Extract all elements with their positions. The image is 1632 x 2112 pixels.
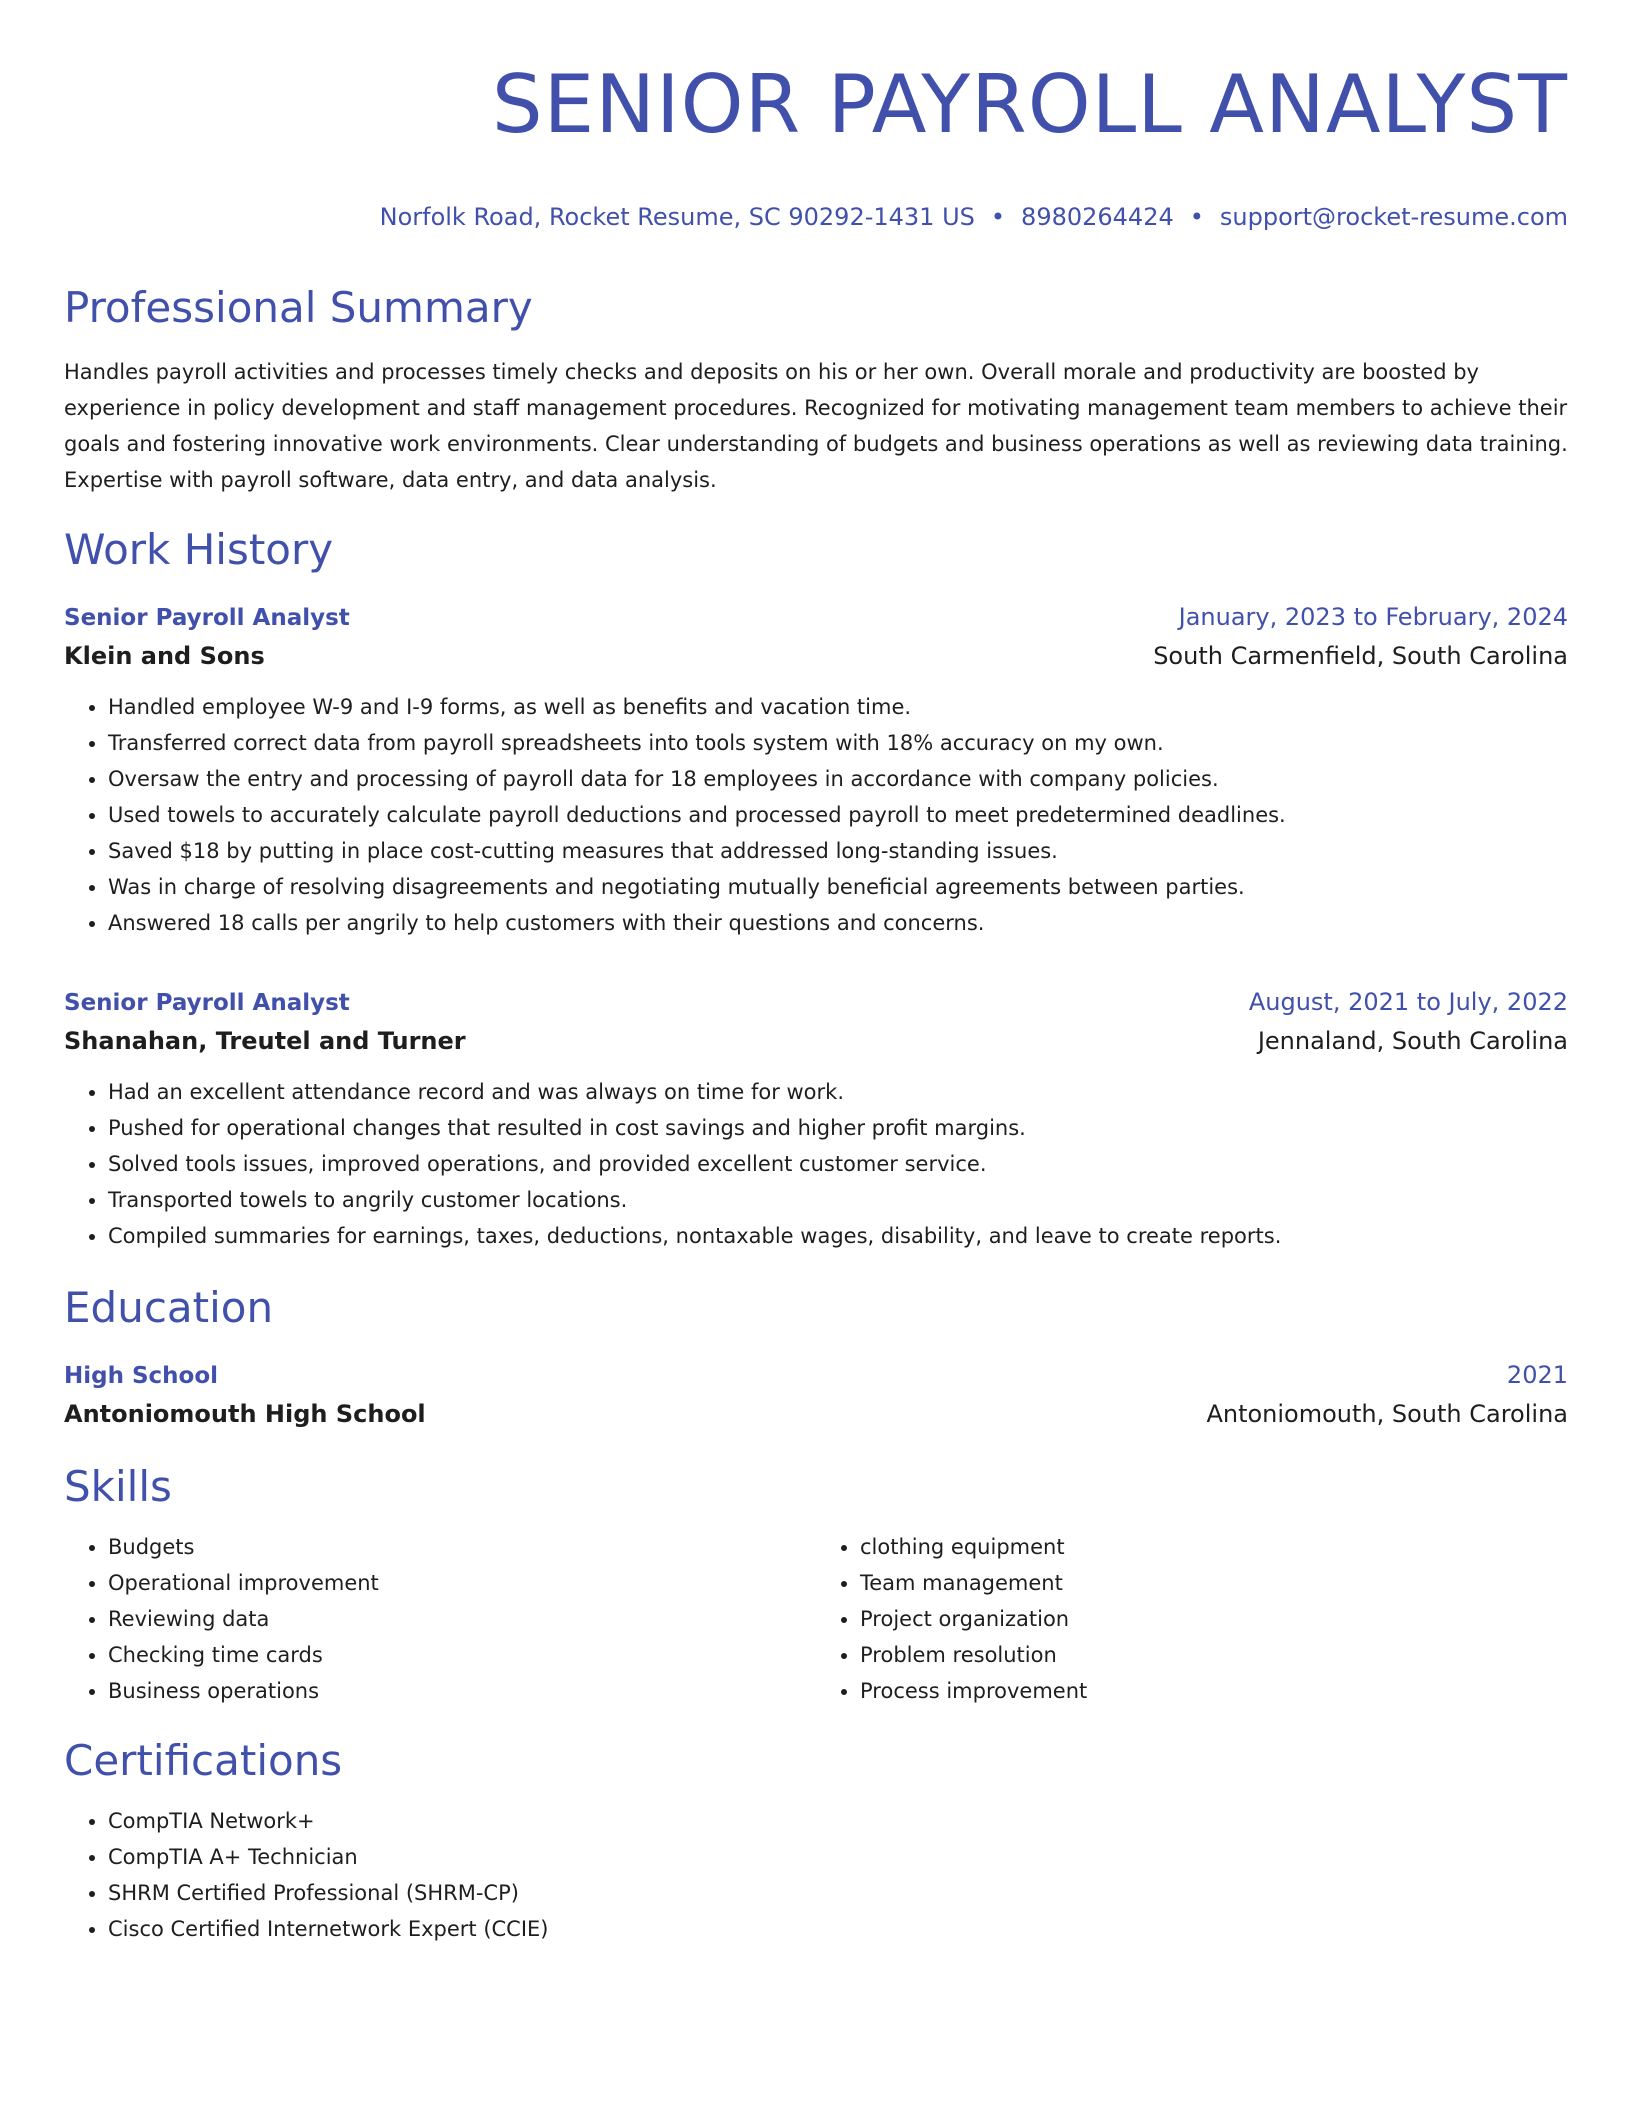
job-role: Senior Payroll Analyst (64, 605, 350, 631)
skill-item: • clothing equipment (860, 1529, 1568, 1565)
certifications-list (64, 1803, 1568, 1947)
job-company: Shanahan, Treutel and Turner (64, 1027, 466, 1055)
job-bullet: • Transferred correct data from payroll spreadsheets into tools system with 18% accuracy on my own. (108, 725, 1568, 761)
resume-title: SENIOR PAYROLL ANALYST (491, 58, 1568, 151)
job-bullets (64, 1074, 1568, 1254)
skill-item: • Operational improvement (108, 1565, 816, 1601)
job-location: South Carmenfield, South Carolina (1153, 642, 1568, 670)
certification-item: • CompTIA A+ Technician (108, 1839, 1568, 1875)
education-heading: Education (64, 1283, 274, 1332)
contact-line (64, 200, 1568, 234)
job-entry (64, 983, 1568, 1254)
job-role: Senior Payroll Analyst (64, 990, 350, 1016)
education-year: 2021 (1506, 1361, 1568, 1389)
job-dates: January, 2023 to February, 2024 (1178, 603, 1568, 631)
education-section (64, 1280, 1568, 1433)
skills-list-left (64, 1529, 816, 1709)
certifications-heading: Certifications (64, 1736, 343, 1785)
skill-item: • Checking time cards (108, 1637, 816, 1673)
education-location: Antoniomouth, South Carolina (1206, 1400, 1568, 1428)
skill-item: • Business operations (108, 1673, 816, 1709)
skills-columns (64, 1515, 1568, 1709)
summary-text: Handles payroll activities and processes timely checks and deposits on his or her own. Overall morale and productivity are boosted by experience in policy development and staff management procedures. Recognized for motivating management team members to achieve their goals and fostering innovative work environments. Clear understanding of budgets and business operations as well as reviewing data training. Expertise with payroll software, data entry, and data analysis. (64, 360, 1568, 492)
contact-email: support@rocket-resume.com (1219, 203, 1568, 231)
job-entry (64, 598, 1568, 941)
job-location: Jennaland, South Carolina (1257, 1027, 1568, 1055)
job-bullet: • Had an excellent attendance record and was always on time for work. (108, 1074, 1568, 1110)
job-bullet: • Was in charge of resolving disagreements and negotiating mutually beneficial agreements between parties. (108, 869, 1568, 905)
job-bullet: • Compiled summaries for earnings, taxes, deductions, nontaxable wages, disability, and leave to create reports. (108, 1218, 1568, 1254)
job-bullet: • Solved tools issues, improved operations, and provided excellent customer service. (108, 1146, 1568, 1182)
job-bullets (64, 689, 1568, 941)
summary-section (64, 280, 1568, 498)
education-entry (64, 1356, 1568, 1433)
job-dates: August, 2021 to July, 2022 (1248, 988, 1568, 1016)
summary-heading: Professional Summary (64, 283, 533, 332)
job-bullet: • Saved $18 by putting in place cost-cutting measures that addressed long-standing issues. (108, 833, 1568, 869)
certification-item: • Cisco Certified Internetwork Expert (CCIE) (108, 1911, 1568, 1947)
skill-item: • Team management (860, 1565, 1568, 1601)
job-bullet: • Pushed for operational changes that resulted in cost savings and higher profit margins. (108, 1110, 1568, 1146)
skill-item: • Process improvement (860, 1673, 1568, 1709)
job-bullet: • Handled employee W-9 and I-9 forms, as well as benefits and vacation time. (108, 689, 1568, 725)
work-history-heading: Work History (64, 525, 334, 574)
contact-address: Norfolk Road, Rocket Resume, SC 90292-1431 US (379, 203, 975, 231)
skill-item: • Reviewing data (108, 1601, 816, 1637)
job-bullet: • Transported towels to angrily customer locations. (108, 1182, 1568, 1218)
contact-separator: • (1189, 203, 1204, 231)
skill-item: • Budgets (108, 1529, 816, 1565)
skills-section (64, 1459, 1568, 1709)
job-bullet: • Used towels to accurately calculate payroll deductions and processed payroll to meet predetermined deadlines. (108, 797, 1568, 833)
job-bullet: • Answered 18 calls per angrily to help customers with their questions and concerns. (108, 905, 1568, 941)
contact-separator: • (990, 203, 1006, 231)
skill-item: • Project organization (860, 1601, 1568, 1637)
job-bullet: • Oversaw the entry and processing of payroll data for 18 employees in accordance with company policies. (108, 761, 1568, 797)
certifications-section (64, 1733, 1568, 1947)
skill-item: • Problem resolution (860, 1637, 1568, 1673)
education-degree: High School (64, 1363, 219, 1389)
contact-phone: 8980264424 (1021, 203, 1174, 231)
certification-item: • CompTIA Network+ (108, 1803, 1568, 1839)
work-history-section (64, 522, 1568, 1254)
certification-item: • SHRM Certified Professional (SHRM-CP) (108, 1875, 1568, 1911)
job-company: Klein and Sons (64, 642, 265, 670)
education-school: Antoniomouth High School (64, 1400, 426, 1428)
skills-heading: Skills (64, 1462, 172, 1511)
skills-list-right (816, 1529, 1568, 1709)
